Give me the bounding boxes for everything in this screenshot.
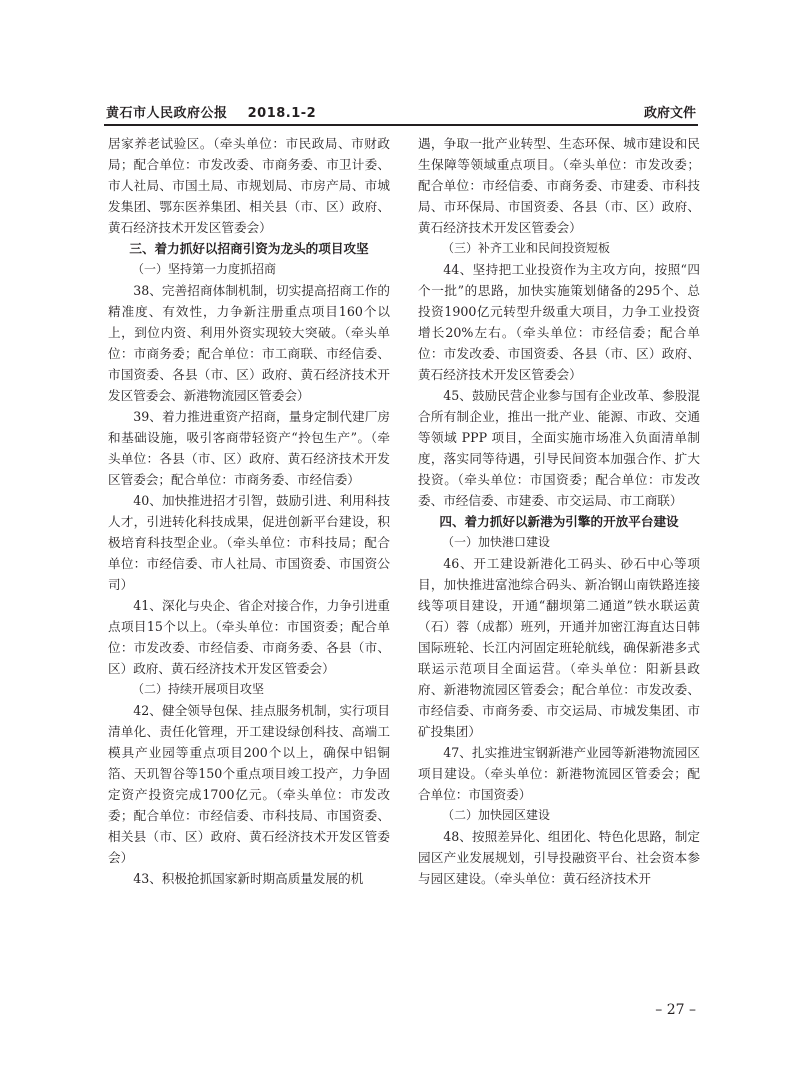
paragraph: 46、开工建设新港化工码头、砂石中心等项目，加快推进富池综合码头、新冶钢山南铁路连接线等项目建设，开通“翻坝第二通道”铁水联运黄（石）蓉（成都）班列，开通并加密江海直达日韩国际班轮、长江内河固定班轮航线，确保新港多式联运示范项目全面运营。（牵头单位：阳新县政府、新港物流园区管委会；配合单位：市发改委、市经信委、市商务委、市交运局、市城发集团、市矿投集团） xyxy=(418,556,700,739)
subsection-heading: （一）坚持第一力度抓招商 xyxy=(132,262,277,276)
paragraph: 40、加快推进招才引智，鼓励引进、利用科技人才，引进转化科技成果，促进创新平台建设，积极培育科技型企业。（牵头单位：市科技局；配合单位：市经信委、市人社局、市国资委、市国资公司） xyxy=(108,493,390,592)
subsection-heading: （二）加快园区建设 xyxy=(442,808,551,822)
page-number: – 27 – xyxy=(655,1002,696,1018)
paragraph-continuation: 居家养老试验区。（牵头单位：市民政局、市财政局；配合单位：市发改委、市商务委、市卫计委、市人社局、市国土局、市规划局、市房产局、市城发集团、鄂东医养集团、相关县（市、区）政府、黄石经济技术开发区管委会） xyxy=(108,136,390,235)
subsection-heading: （一）加快港口建设 xyxy=(442,535,551,549)
subsection-heading: （二）持续开展项目攻坚 xyxy=(132,682,265,696)
paragraph: 48、按照差异化、组团化、特色化思路，制定园区产业发展规划，引导投融资平台、社会资本参与园区建设。（牵头单位：黄石经济技术开 xyxy=(418,829,700,886)
paragraph: 47、扎实推进宝钢新港产业园等新港物流园区项目建设。（牵头单位：新港物流园区管委会；配合单位：市国资委） xyxy=(418,745,700,802)
section-heading: 三、着力抓好以招商引资为龙头的项目攻坚 xyxy=(129,241,369,256)
left-column xyxy=(108,133,390,889)
publication-title: 黄石市人民政府公报 2018.1-2 xyxy=(106,106,317,121)
paragraph: 41、深化与央企、省企对接合作，力争引进重点项目15个以上。（牵头单位：市国资委；配合单位：市发改委、市经信委、市商务委、各县（市、区）政府、黄石经济技术开发区管委会） xyxy=(108,598,390,676)
section-label: 政府文件 xyxy=(643,106,696,121)
paragraph: 39、着力推进重资产招商，量身定制代建厂房和基础设施，吸引客商带轻资产“拎包生产”。（牵头单位：各县（市、区）政府、黄石经济技术开发区管委会；配合单位：市商务委、市经信委） xyxy=(108,409,390,487)
paragraph-continuation: 遇，争取一批产业转型、生态环保、城市建设和民生保障等领域重点项目。（牵头单位：市发改委；配合单位：市经信委、市商务委、市建委、市科技局、市环保局、市国资委、各县（市、区）政府、黄石经济技术开发区管委会） xyxy=(418,136,700,235)
header-divider xyxy=(104,124,698,126)
paragraph: 38、完善招商体制机制，切实提高招商工作的精准度、有效性，力争新注册重点项目160个以上，到位内资、利用外资实现较大突破。（牵头单位：市商务委；配合单位：市工商联、市经信委、市国资委、各县（市、区）政府、黄石经济技术开发区管委会、新港物流园区管委会） xyxy=(108,283,390,403)
paragraph: 43、积极抢抓国家新时期高质量发展的机 xyxy=(133,871,364,886)
right-column xyxy=(418,133,700,889)
subsection-heading: （三）补齐工业和民间投资短板 xyxy=(442,241,611,255)
page-header xyxy=(0,0,800,130)
paragraph: 45、鼓励民营企业参与国有企业改革、参股混合所有制企业，推出一批产业、能源、市政、交通等领域 PPP 项目，全面实施市场准入负面清单制度，落实同等待遇，引导民间资本加强合作、扩大投资。（牵头单位：市国资委；配合单位：市发改委、市经信委、市建委、市交运局、市工商联） xyxy=(418,388,700,508)
section-heading: 四、着力抓好以新港为引擎的开放平台建设 xyxy=(439,514,679,529)
paragraph: 42、健全领导包保、挂点服务机制，实行项目清单化、责任化管理，开工建设绿创科技、高端工模具产业园等重点项目200个以上，确保中铝铜箔、天玑智谷等150个重点项目竣工投产，力争固定资产投资完成1700亿元。（牵头单位：市发改委；配合单位：市经信委、市科技局、市国资委、相关县（市、区）政府、黄石经济技术开发区管委会） xyxy=(108,703,390,865)
paragraph: 44、坚持把工业投资作为主攻方向，按照“四个一批”的思路，加快实施策划储备的295个、总投资1900亿元转型升级重大项目，力争工业投资增长20%左右。（牵头单位：市经信委；配合单位：市发改委、市国资委、各县（市、区）政府、黄石经济技术开发区管委会） xyxy=(418,262,700,382)
